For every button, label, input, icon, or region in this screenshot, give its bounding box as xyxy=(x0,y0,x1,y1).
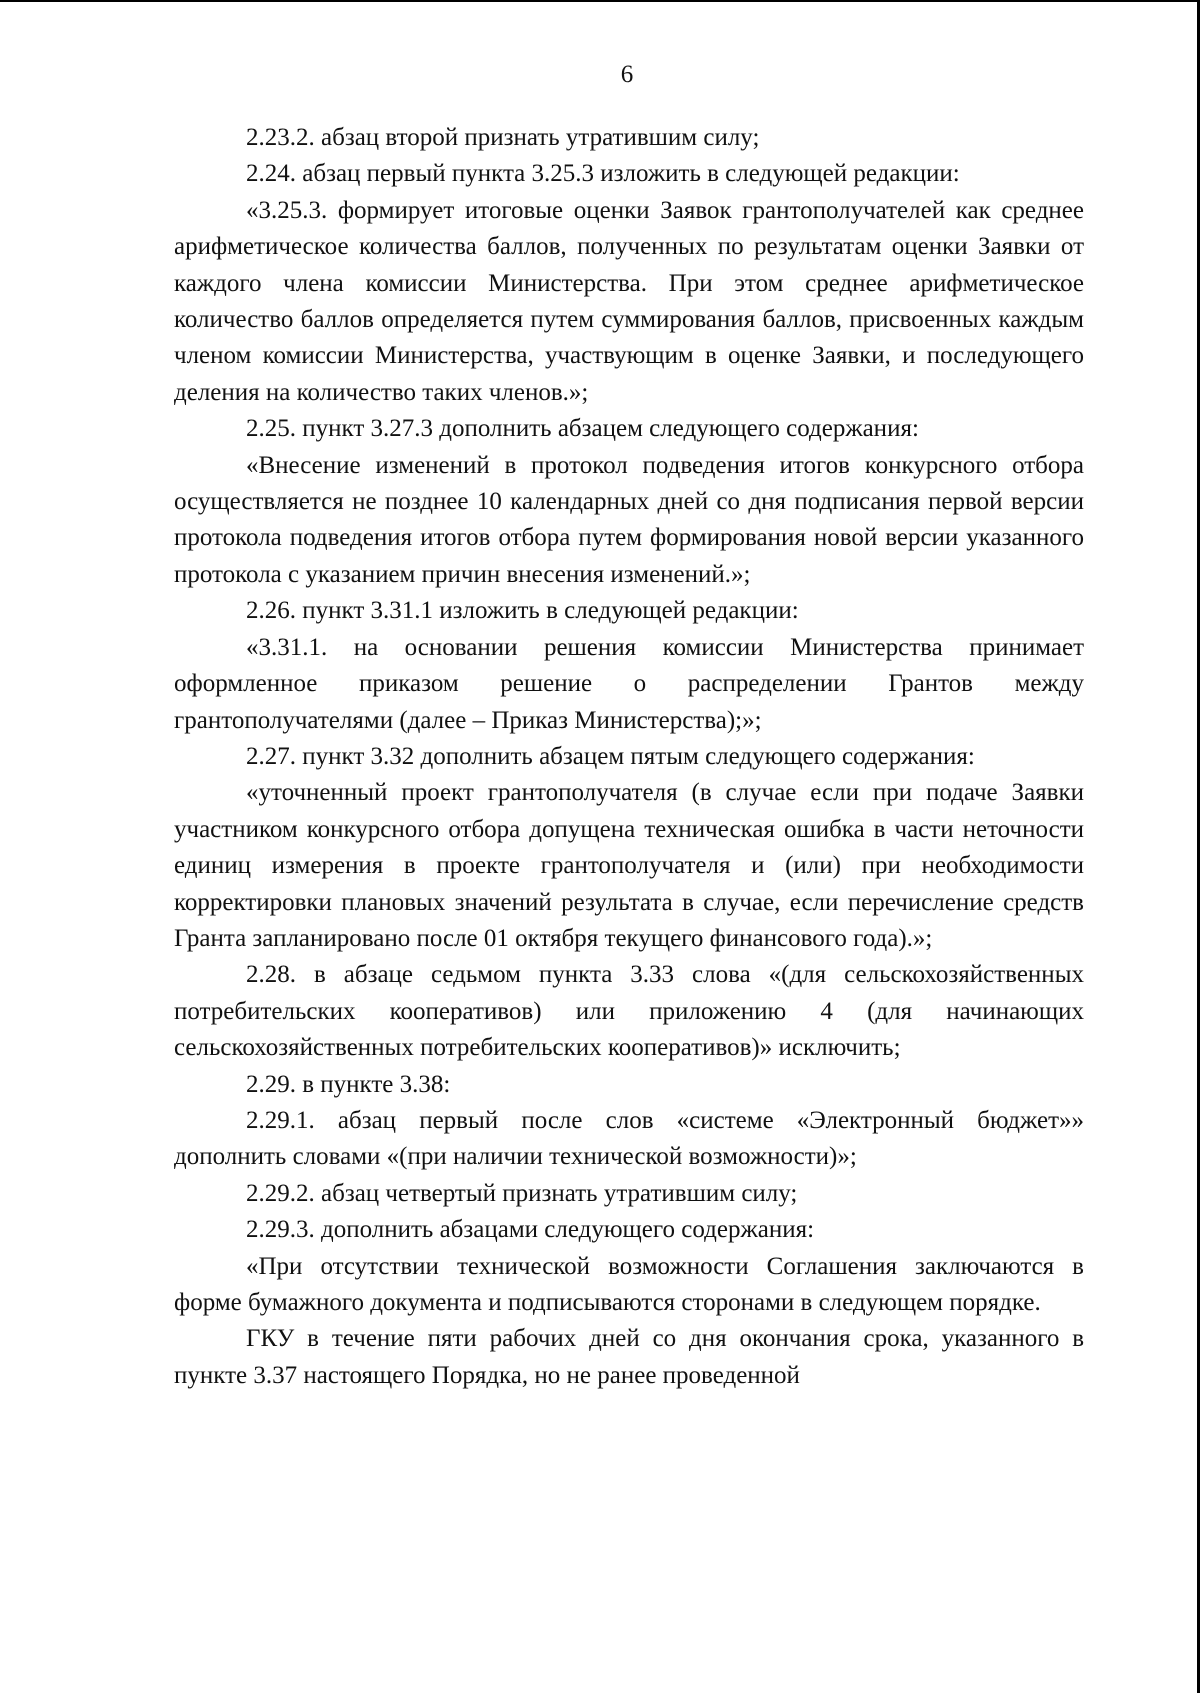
paragraph-2-29-3: 2.29.3. дополнить абзацами следующего содержания: xyxy=(246,1216,815,1244)
quote-3-25-3: «3.25.3. формирует итоговые оценки Заявок грантополучателей как среднее арифметическое количества баллов, полученных по результатам оценки Заявки от каждого члена комиссии Министерства. При этом среднее арифметическое количество баллов определяется путем суммирования баллов, присвоенных каждым членом комиссии Министерства, участвующим в оценке Заявки, и последующего деления на количество таких членов.»; xyxy=(174,196,1084,406)
page-number: 6 xyxy=(620,61,634,88)
quote-3-31-1: «3.31.1. на основании решения комиссии Министерства принимает оформленное приказом решение о распределении Грантов между грантополучателями (далее – Приказ Министерства);»; xyxy=(174,633,1084,734)
paragraph-2-29-2: 2.29.2. абзац четвертый признать утратившим силу; xyxy=(246,1179,798,1207)
document-body xyxy=(174,120,1084,1394)
quote-refined-project: «уточненный проект грантополучателя (в случае если при подаче Заявки участником конкурсного отбора допущена техническая ошибка в части неточности единиц измерения в проекте грантополучателя и (или) при необходимости корректировки плановых значений результата в случае, если перечисление средств Гранта запланировано после 01 октября текущего финансового года).»; xyxy=(174,779,1084,952)
paragraph-2-24: 2.24. абзац первый пункта 3.25.3 изложить в следующей редакции: xyxy=(246,160,960,188)
paragraph-2-29: 2.29. в пункте 3.38: xyxy=(246,1070,451,1098)
paragraph-2-27: 2.27. пункт 3.32 дополнить абзацем пятым следующего содержания: xyxy=(246,742,975,770)
paragraph-gku: ГКУ в течение пяти рабочих дней со дня окончания срока, указанного в пункте 3.37 настоящего Порядка, но не ранее проведенной xyxy=(174,1325,1084,1389)
quote-no-technical-possibility: «При отсутствии технической возможности Соглашения заключаются в форме бумажного документа и подписываются сторонами в следующем порядке. xyxy=(174,1252,1084,1316)
paragraph-2-26: 2.26. пункт 3.31.1 изложить в следующей редакции: xyxy=(246,597,799,625)
paragraph-2-29-1: 2.29.1. абзац первый после слов «системе «Электронный бюджет»» дополнить словами «(при наличии технической возможности)»; xyxy=(174,1106,1084,1171)
paragraph-2-25: 2.25. пункт 3.27.3 дополнить абзацем следующего содержания: xyxy=(246,415,919,443)
paragraph-2-28: 2.28. в абзаце седьмом пункта 3.33 слова «(для сельскохозяйственных потребительских кооперативов) или приложению 4 (для начинающих сельскохозяйственных потребительских кооперативов)» исключить; xyxy=(174,961,1084,1062)
quote-protocol-changes: «Внесение изменений в протокол подведения итогов конкурсного отбора осуществляется не позднее 10 календарных дней со дня подписания первой версии протокола подведения итогов отбора путем формирования новой версии указанного протокола с указанием причин внесения изменений.»; xyxy=(174,451,1084,588)
paragraph-2-23-2: 2.23.2. абзац второй признать утратившим силу; xyxy=(246,124,760,151)
